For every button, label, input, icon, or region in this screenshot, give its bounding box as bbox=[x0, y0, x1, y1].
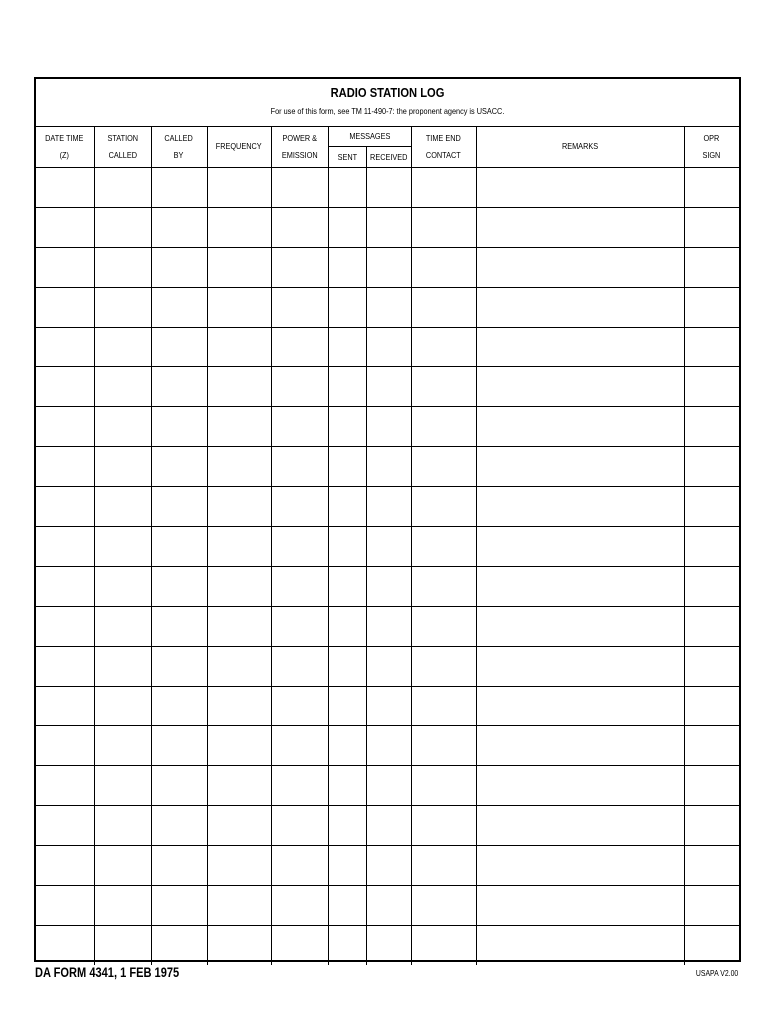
cell-remarks[interactable] bbox=[476, 407, 684, 447]
cell-frequency[interactable] bbox=[207, 367, 271, 407]
cell-time-end-contact[interactable] bbox=[411, 925, 476, 964]
form-number: DA FORM 4341, 1 FEB 1975 bbox=[35, 965, 180, 980]
cell-called-by[interactable] bbox=[151, 566, 207, 606]
cell-station-called[interactable] bbox=[94, 207, 151, 247]
cell-station-called[interactable] bbox=[94, 168, 151, 208]
cell-opr-sign[interactable] bbox=[684, 846, 739, 886]
cell-messages-sent[interactable] bbox=[328, 327, 366, 367]
cell-called-by[interactable] bbox=[151, 247, 207, 287]
cell-power-emission[interactable] bbox=[271, 726, 328, 766]
header-called-by: CALLED BY bbox=[151, 126, 207, 168]
cell-called-by[interactable] bbox=[151, 925, 207, 964]
cell-messages-sent[interactable] bbox=[328, 487, 366, 527]
cell-power-emission[interactable] bbox=[271, 527, 328, 567]
cell-called-by[interactable] bbox=[151, 168, 207, 208]
cell-frequency[interactable] bbox=[207, 407, 271, 447]
cell-frequency[interactable] bbox=[207, 168, 271, 208]
cell-frequency[interactable] bbox=[207, 925, 271, 964]
cell-station-called[interactable] bbox=[94, 327, 151, 367]
cell-power-emission[interactable] bbox=[271, 846, 328, 886]
cell-frequency[interactable] bbox=[207, 447, 271, 487]
cell-time-end-contact[interactable] bbox=[411, 487, 476, 527]
cell-messages-sent[interactable] bbox=[328, 207, 366, 247]
cell-power-emission[interactable] bbox=[271, 925, 328, 964]
cell-messages-received[interactable] bbox=[366, 726, 411, 766]
cell-messages-sent[interactable] bbox=[328, 686, 366, 726]
cell-frequency[interactable] bbox=[207, 287, 271, 327]
cell-time-end-contact[interactable] bbox=[411, 606, 476, 646]
cell-date-time[interactable] bbox=[36, 527, 94, 567]
cell-messages-sent[interactable] bbox=[328, 287, 366, 327]
log-row bbox=[36, 207, 739, 247]
cell-time-end-contact[interactable] bbox=[411, 806, 476, 846]
cell-messages-received[interactable] bbox=[366, 686, 411, 726]
header-messages-sent: SENT bbox=[328, 147, 366, 168]
cell-time-end-contact[interactable] bbox=[411, 766, 476, 806]
cell-date-time[interactable] bbox=[36, 447, 94, 487]
cell-power-emission[interactable] bbox=[271, 168, 328, 208]
cell-opr-sign[interactable] bbox=[684, 407, 739, 447]
cell-remarks[interactable] bbox=[476, 886, 684, 926]
cell-remarks[interactable] bbox=[476, 247, 684, 287]
cell-date-time[interactable] bbox=[36, 367, 94, 407]
log-row bbox=[36, 686, 739, 726]
cell-messages-sent[interactable] bbox=[328, 606, 366, 646]
cell-power-emission[interactable] bbox=[271, 606, 328, 646]
cell-time-end-contact[interactable] bbox=[411, 646, 476, 686]
cell-time-end-contact[interactable] bbox=[411, 207, 476, 247]
form-subtitle: For use of this form, see TM 11-490-7: the proponent agency is USACC. bbox=[270, 106, 505, 116]
cell-remarks[interactable] bbox=[476, 726, 684, 766]
log-row bbox=[36, 886, 739, 926]
cell-station-called[interactable] bbox=[94, 846, 151, 886]
cell-remarks[interactable] bbox=[476, 806, 684, 846]
cell-messages-sent[interactable] bbox=[328, 367, 366, 407]
header-messages: MESSAGES bbox=[328, 126, 411, 147]
cell-station-called[interactable] bbox=[94, 766, 151, 806]
cell-time-end-contact[interactable] bbox=[411, 527, 476, 567]
log-row bbox=[36, 726, 739, 766]
header-time-end-contact: TIME END CONTACT bbox=[411, 126, 476, 168]
cell-power-emission[interactable] bbox=[271, 686, 328, 726]
cell-called-by[interactable] bbox=[151, 726, 207, 766]
cell-remarks[interactable] bbox=[476, 287, 684, 327]
cell-frequency[interactable] bbox=[207, 606, 271, 646]
cell-time-end-contact[interactable] bbox=[411, 846, 476, 886]
cell-time-end-contact[interactable] bbox=[411, 247, 476, 287]
log-row bbox=[36, 806, 739, 846]
cell-date-time[interactable] bbox=[36, 487, 94, 527]
cell-remarks[interactable] bbox=[476, 327, 684, 367]
cell-power-emission[interactable] bbox=[271, 287, 328, 327]
cell-messages-sent[interactable] bbox=[328, 846, 366, 886]
cell-messages-sent[interactable] bbox=[328, 646, 366, 686]
cell-called-by[interactable] bbox=[151, 487, 207, 527]
cell-date-time[interactable] bbox=[36, 886, 94, 926]
cell-remarks[interactable] bbox=[476, 168, 684, 208]
cell-time-end-contact[interactable] bbox=[411, 327, 476, 367]
log-table bbox=[36, 126, 739, 965]
cell-called-by[interactable] bbox=[151, 886, 207, 926]
cell-opr-sign[interactable] bbox=[684, 686, 739, 726]
cell-date-time[interactable] bbox=[36, 566, 94, 606]
cell-messages-received[interactable] bbox=[366, 806, 411, 846]
cell-date-time[interactable] bbox=[36, 287, 94, 327]
cell-power-emission[interactable] bbox=[271, 886, 328, 926]
cell-frequency[interactable] bbox=[207, 686, 271, 726]
cell-called-by[interactable] bbox=[151, 527, 207, 567]
cell-messages-received[interactable] bbox=[366, 846, 411, 886]
cell-messages-received[interactable] bbox=[366, 247, 411, 287]
cell-opr-sign[interactable] bbox=[684, 168, 739, 208]
cell-messages-received[interactable] bbox=[366, 207, 411, 247]
cell-opr-sign[interactable] bbox=[684, 925, 739, 964]
log-row bbox=[36, 447, 739, 487]
cell-date-time[interactable] bbox=[36, 846, 94, 886]
cell-date-time[interactable] bbox=[36, 247, 94, 287]
cell-date-time[interactable] bbox=[36, 766, 94, 806]
cell-time-end-contact[interactable] bbox=[411, 686, 476, 726]
cell-called-by[interactable] bbox=[151, 606, 207, 646]
cell-messages-sent[interactable] bbox=[328, 806, 366, 846]
cell-opr-sign[interactable] bbox=[684, 527, 739, 567]
cell-messages-received[interactable] bbox=[366, 646, 411, 686]
cell-power-emission[interactable] bbox=[271, 766, 328, 806]
log-row bbox=[36, 168, 739, 208]
cell-date-time[interactable] bbox=[36, 726, 94, 766]
cell-station-called[interactable] bbox=[94, 686, 151, 726]
cell-opr-sign[interactable] bbox=[684, 367, 739, 407]
cell-time-end-contact[interactable] bbox=[411, 447, 476, 487]
cell-messages-received[interactable] bbox=[366, 606, 411, 646]
cell-messages-received[interactable] bbox=[366, 168, 411, 208]
cell-station-called[interactable] bbox=[94, 527, 151, 567]
log-row bbox=[36, 925, 739, 964]
cell-called-by[interactable] bbox=[151, 207, 207, 247]
cell-frequency[interactable] bbox=[207, 207, 271, 247]
cell-remarks[interactable] bbox=[476, 646, 684, 686]
cell-frequency[interactable] bbox=[207, 886, 271, 926]
log-row bbox=[36, 487, 739, 527]
cell-opr-sign[interactable] bbox=[684, 447, 739, 487]
header-remarks: REMARKS bbox=[476, 126, 684, 168]
cell-messages-received[interactable] bbox=[366, 527, 411, 567]
cell-messages-received[interactable] bbox=[366, 925, 411, 964]
cell-messages-received[interactable] bbox=[366, 766, 411, 806]
cell-messages-received[interactable] bbox=[366, 447, 411, 487]
log-row bbox=[36, 646, 739, 686]
cell-date-time[interactable] bbox=[36, 686, 94, 726]
cell-opr-sign[interactable] bbox=[684, 646, 739, 686]
header-power-emission: POWER & EMISSION bbox=[271, 126, 328, 168]
log-entries bbox=[36, 168, 739, 965]
cell-messages-received[interactable] bbox=[366, 487, 411, 527]
header-station-called: STATION CALLED bbox=[94, 126, 151, 168]
cell-frequency[interactable] bbox=[207, 846, 271, 886]
cell-called-by[interactable] bbox=[151, 327, 207, 367]
log-row bbox=[36, 287, 739, 327]
cell-station-called[interactable] bbox=[94, 407, 151, 447]
cell-messages-received[interactable] bbox=[366, 566, 411, 606]
header-messages-received: RECEIVED bbox=[366, 147, 411, 168]
cell-frequency[interactable] bbox=[207, 726, 271, 766]
cell-opr-sign[interactable] bbox=[684, 247, 739, 287]
cell-messages-sent[interactable] bbox=[328, 168, 366, 208]
cell-power-emission[interactable] bbox=[271, 566, 328, 606]
cell-power-emission[interactable] bbox=[271, 367, 328, 407]
log-row bbox=[36, 367, 739, 407]
cell-remarks[interactable] bbox=[476, 447, 684, 487]
cell-remarks[interactable] bbox=[476, 606, 684, 646]
radio-station-log-form bbox=[34, 77, 741, 962]
cell-date-time[interactable] bbox=[36, 925, 94, 964]
cell-station-called[interactable] bbox=[94, 606, 151, 646]
cell-opr-sign[interactable] bbox=[684, 327, 739, 367]
cell-power-emission[interactable] bbox=[271, 806, 328, 846]
cell-opr-sign[interactable] bbox=[684, 207, 739, 247]
cell-remarks[interactable] bbox=[476, 846, 684, 886]
form-header bbox=[36, 79, 739, 127]
cell-messages-sent[interactable] bbox=[328, 407, 366, 447]
cell-frequency[interactable] bbox=[207, 806, 271, 846]
cell-remarks[interactable] bbox=[476, 207, 684, 247]
cell-messages-sent[interactable] bbox=[328, 726, 366, 766]
cell-frequency[interactable] bbox=[207, 566, 271, 606]
cell-called-by[interactable] bbox=[151, 686, 207, 726]
cell-opr-sign[interactable] bbox=[684, 606, 739, 646]
header-opr-sign: OPR SIGN bbox=[684, 126, 739, 168]
header-frequency: FREQUENCY bbox=[207, 126, 271, 168]
cell-station-called[interactable] bbox=[94, 247, 151, 287]
cell-messages-sent[interactable] bbox=[328, 566, 366, 606]
cell-power-emission[interactable] bbox=[271, 327, 328, 367]
log-row bbox=[36, 566, 739, 606]
cell-opr-sign[interactable] bbox=[684, 287, 739, 327]
cell-frequency[interactable] bbox=[207, 766, 271, 806]
cell-station-called[interactable] bbox=[94, 806, 151, 846]
cell-date-time[interactable] bbox=[36, 207, 94, 247]
log-row bbox=[36, 846, 739, 886]
cell-date-time[interactable] bbox=[36, 646, 94, 686]
cell-time-end-contact[interactable] bbox=[411, 168, 476, 208]
cell-called-by[interactable] bbox=[151, 806, 207, 846]
cell-remarks[interactable] bbox=[476, 686, 684, 726]
cell-station-called[interactable] bbox=[94, 886, 151, 926]
cell-called-by[interactable] bbox=[151, 846, 207, 886]
cell-date-time[interactable] bbox=[36, 606, 94, 646]
cell-remarks[interactable] bbox=[476, 566, 684, 606]
cell-opr-sign[interactable] bbox=[684, 726, 739, 766]
form-title: RADIO STATION LOG bbox=[330, 85, 445, 100]
cell-messages-sent[interactable] bbox=[328, 527, 366, 567]
cell-time-end-contact[interactable] bbox=[411, 726, 476, 766]
cell-opr-sign[interactable] bbox=[684, 806, 739, 846]
cell-messages-sent[interactable] bbox=[328, 766, 366, 806]
cell-power-emission[interactable] bbox=[271, 646, 328, 686]
cell-power-emission[interactable] bbox=[271, 247, 328, 287]
log-row bbox=[36, 327, 739, 367]
cell-time-end-contact[interactable] bbox=[411, 367, 476, 407]
cell-called-by[interactable] bbox=[151, 407, 207, 447]
cell-station-called[interactable] bbox=[94, 487, 151, 527]
cell-power-emission[interactable] bbox=[271, 487, 328, 527]
cell-messages-received[interactable] bbox=[366, 886, 411, 926]
cell-messages-sent[interactable] bbox=[328, 886, 366, 926]
cell-messages-sent[interactable] bbox=[328, 925, 366, 964]
form-version: USAPA V2.00 bbox=[695, 969, 738, 978]
cell-frequency[interactable] bbox=[207, 327, 271, 367]
header-date-time: DATE TIME (Z) bbox=[36, 126, 94, 168]
cell-messages-sent[interactable] bbox=[328, 447, 366, 487]
cell-power-emission[interactable] bbox=[271, 207, 328, 247]
cell-station-called[interactable] bbox=[94, 726, 151, 766]
cell-time-end-contact[interactable] bbox=[411, 886, 476, 926]
cell-remarks[interactable] bbox=[476, 487, 684, 527]
cell-frequency[interactable] bbox=[207, 487, 271, 527]
cell-called-by[interactable] bbox=[151, 646, 207, 686]
cell-remarks[interactable] bbox=[476, 766, 684, 806]
cell-remarks[interactable] bbox=[476, 367, 684, 407]
cell-called-by[interactable] bbox=[151, 287, 207, 327]
cell-messages-received[interactable] bbox=[366, 327, 411, 367]
cell-time-end-contact[interactable] bbox=[411, 566, 476, 606]
cell-opr-sign[interactable] bbox=[684, 566, 739, 606]
cell-date-time[interactable] bbox=[36, 327, 94, 367]
log-row bbox=[36, 766, 739, 806]
cell-called-by[interactable] bbox=[151, 766, 207, 806]
cell-date-time[interactable] bbox=[36, 407, 94, 447]
log-row bbox=[36, 527, 739, 567]
cell-remarks[interactable] bbox=[476, 925, 684, 964]
cell-frequency[interactable] bbox=[207, 646, 271, 686]
cell-station-called[interactable] bbox=[94, 287, 151, 327]
cell-date-time[interactable] bbox=[36, 168, 94, 208]
cell-messages-received[interactable] bbox=[366, 367, 411, 407]
cell-messages-received[interactable] bbox=[366, 407, 411, 447]
cell-power-emission[interactable] bbox=[271, 447, 328, 487]
cell-station-called[interactable] bbox=[94, 566, 151, 606]
cell-power-emission[interactable] bbox=[271, 407, 328, 447]
cell-called-by[interactable] bbox=[151, 367, 207, 407]
cell-opr-sign[interactable] bbox=[684, 886, 739, 926]
cell-frequency[interactable] bbox=[207, 247, 271, 287]
cell-opr-sign[interactable] bbox=[684, 766, 739, 806]
cell-remarks[interactable] bbox=[476, 527, 684, 567]
cell-messages-received[interactable] bbox=[366, 287, 411, 327]
log-row bbox=[36, 606, 739, 646]
cell-time-end-contact[interactable] bbox=[411, 407, 476, 447]
cell-date-time[interactable] bbox=[36, 806, 94, 846]
cell-station-called[interactable] bbox=[94, 447, 151, 487]
log-row bbox=[36, 407, 739, 447]
cell-messages-sent[interactable] bbox=[328, 247, 366, 287]
cell-called-by[interactable] bbox=[151, 447, 207, 487]
cell-station-called[interactable] bbox=[94, 646, 151, 686]
cell-station-called[interactable] bbox=[94, 367, 151, 407]
cell-frequency[interactable] bbox=[207, 527, 271, 567]
cell-time-end-contact[interactable] bbox=[411, 287, 476, 327]
cell-opr-sign[interactable] bbox=[684, 487, 739, 527]
log-row bbox=[36, 247, 739, 287]
cell-station-called[interactable] bbox=[94, 925, 151, 964]
